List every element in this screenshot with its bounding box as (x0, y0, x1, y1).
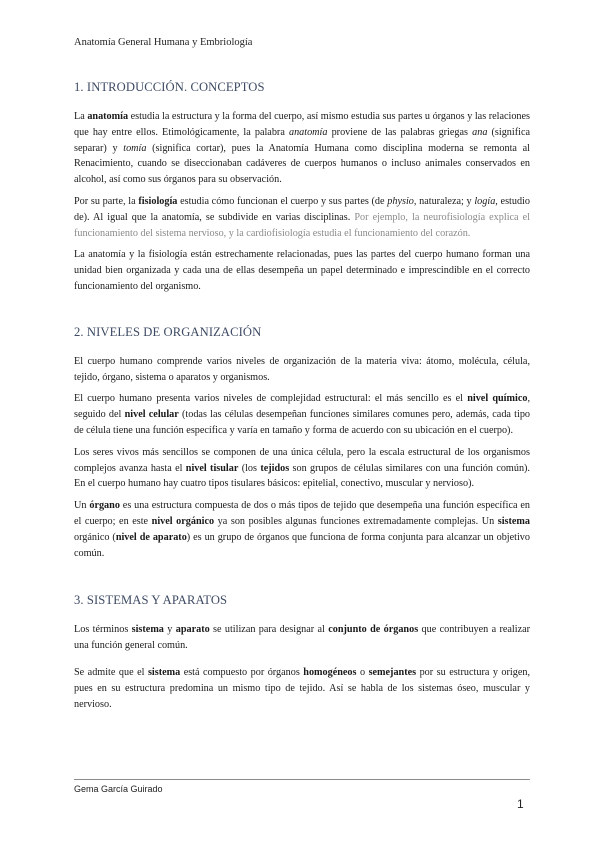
footer-divider (74, 779, 530, 780)
paragraph: La anatomía estudia la estructura y la forma del cuerpo, así mismo estudia sus partes u órganos y las relaciones que hay entre ellos. Etimológicamente, la palabra anatomía proviene de las palabras griegas ana (significa separar) y tomía (significa cortar), pues la Anatomía Humana como disciplina moderna se remonta al Renacimiento, cuando se diseccionaban cadáveres de cuerpos humanos o incluso animales conservados en alcohol, así como sus órganos para su observación. (74, 111, 530, 186)
footer-author: Gema García Guirado (74, 784, 163, 794)
section-niveles (74, 325, 530, 562)
page-number: 1 (517, 797, 524, 811)
paragraph: Los términos sistema y aparato se utilizan para designar al conjunto de órganos que contribuyen a realizar una función general común. (74, 624, 531, 652)
paragraph: El cuerpo humano presenta varios niveles de complejidad estructural: el más sencillo es el nivel químico, seguido del nivel celular (todas las células desempeñan funciones similares comunes pero, además, cada tipo de célula tiene una función específica y varía en tamaño y forma de acuerdo con su ubicación en el cuerpo). (74, 393, 531, 436)
paragraph: La anatomía y la fisiología están estrechamente relacionadas, pues las partes del cuerpo humano forman una unidad bien organizada y cada una de ellas desempeña un papel determinado e imprescindible en el correcto funcionamiento del organismo. (74, 249, 530, 292)
section-heading: 1. INTRODUCCIÓN. CONCEPTOS (74, 80, 265, 94)
document-body (74, 80, 530, 712)
paragraph: Se admite que el sistema está compuesto por órganos homogéneos o semejantes por su estructura y origen, pues en su estructura predomina un mismo tipo de tejido. Así se habla de los sistemas óseo, muscular y nervioso. (74, 666, 531, 710)
section-heading: 2. NIVELES DE ORGANIZACIÓN (74, 324, 262, 339)
paragraph: Un órgano es una estructura compuesta de dos o más tipos de tejido que desempeña una función específica en el cuerpo; en este nivel orgánico ya son posibles algunas funciones extremadamente complejas. Un sistema orgánico (nivel de aparato) es un grupo de órganos que funciona de forma conjunta para alcanzar un objetivo común. (74, 500, 531, 559)
paragraph: Por su parte, la fisiología estudia cómo funcionan el cuerpo y sus partes (de physio, naturaleza; y logía, estudio de). Al igual que la anatomía, se subdivide en varias disciplinas. Por ejemplo, la neurofisiología explica el funcionamiento del sistema nervioso, y la cardiofisiología estudia el funcionamiento del corazón. (74, 195, 530, 239)
section-sistemas (74, 593, 530, 712)
running-header: Anatomía General Humana y Embriología (74, 37, 253, 48)
section-introduccion (74, 80, 530, 295)
paragraph: El cuerpo humano comprende varios niveles de organización de la materia viva: átomo, molécula, célula, tejido, órgano, sistema o aparatos y organismos. (74, 355, 530, 383)
paragraph: Los seres vivos más sencillos se componen de una única célula, pero la escala estructural de los organismos complejos avanza hasta el nivel tisular (los tejidos son grupos de células similares con una función común). En el cuerpo humano hay cuatro tipos tisulares básicos: epitelial, conectivo, muscular y nervioso). (74, 446, 530, 490)
section-heading: 3. SISTEMAS Y APARATOS (74, 593, 228, 608)
